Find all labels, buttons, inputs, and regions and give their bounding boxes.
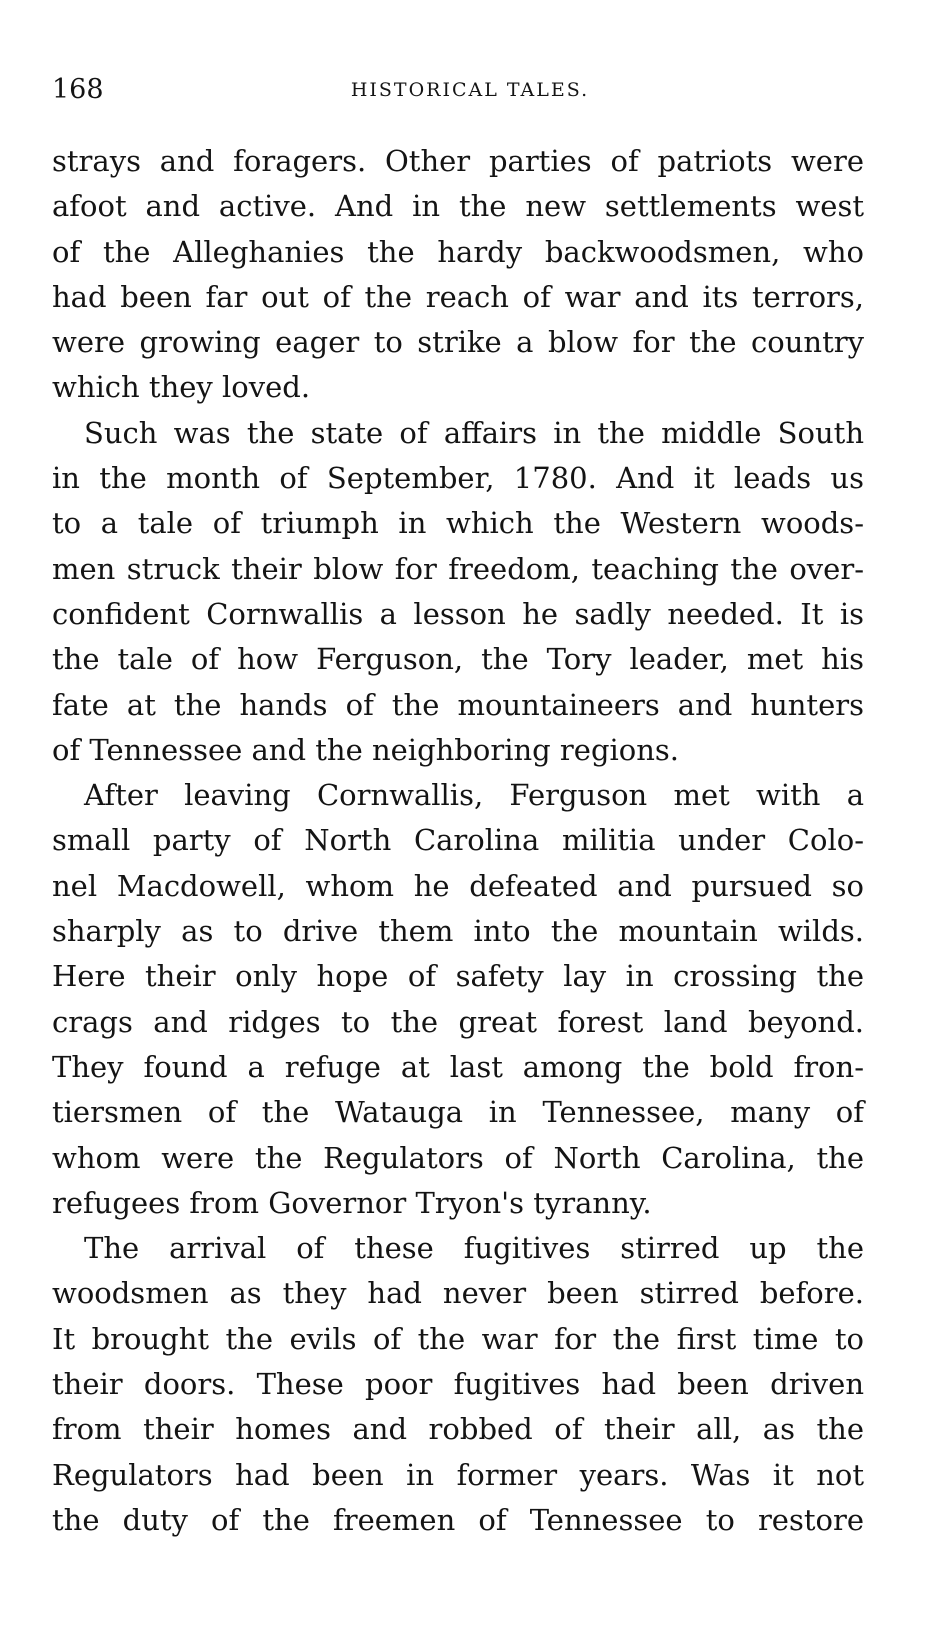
- text-line: in the month of September, 1780. And it leads us: [52, 461, 864, 496]
- text-line: small party of North Carolina militia under Colo-: [52, 823, 864, 858]
- body-text: [52, 139, 864, 1543]
- text-line: Here their only hope of safety lay in crossing the: [52, 959, 864, 994]
- text-line: to a tale of triumph in which the Western woods-: [52, 506, 864, 541]
- text-line: which they loved.: [52, 370, 311, 405]
- text-line: of Tennessee and the neighboring regions.: [52, 732, 680, 767]
- page-number: 168: [52, 74, 104, 105]
- text-line: men struck their blow for freedom, teaching the over-: [52, 551, 864, 586]
- text-line: the tale of how Ferguson, the Tory leader, met his: [52, 642, 864, 677]
- text-line: It brought the evils of the war for the first time to: [52, 1321, 864, 1356]
- text-line: from their homes and robbed of their all, as the: [52, 1412, 864, 1447]
- text-line: had been far out of the reach of war and its terrors,: [52, 279, 864, 314]
- text-line: whom were the Regulators of North Carolina, the: [52, 1140, 864, 1175]
- text-line: nel Macdowell, whom he defeated and pursued so: [52, 868, 864, 903]
- text-line: afoot and active. And in the new settlements west: [52, 189, 864, 224]
- text-line: Regulators had been in former years. Was it not: [52, 1457, 864, 1492]
- text-line: strays and foragers. Other parties of patriots were: [52, 144, 864, 178]
- text-line: of the Alleghanies the hardy backwoodsmen, who: [52, 234, 864, 269]
- text-line: The arrival of these fugitives stirred up the: [84, 1231, 864, 1266]
- text-line: sharply as to drive them into the mountain wilds.: [52, 914, 864, 949]
- text-line: their doors. These poor fugitives had been driven: [52, 1367, 864, 1402]
- text-line: confident Cornwallis a lesson he sadly needed. It is: [52, 596, 864, 631]
- page-header: [52, 70, 864, 110]
- text-line: crags and ridges to the great forest land beyond.: [52, 1004, 864, 1039]
- text-line: were growing eager to strike a blow for the country: [52, 325, 864, 360]
- running-title: HISTORICAL TALES.: [350, 79, 590, 101]
- text-line: They found a refuge at last among the bold fron-: [52, 1049, 864, 1084]
- text-line: the duty of the freemen of Tennessee to restore: [52, 1502, 864, 1537]
- text-line: woodsmen as they had never been stirred before.: [52, 1276, 864, 1311]
- text-line: After leaving Cornwallis, Ferguson met with a: [84, 778, 864, 813]
- text-line: Such was the state of affairs in the middle South: [84, 415, 864, 450]
- text-line: refugees from Governor Tryon's tyranny.: [52, 1185, 652, 1220]
- text-line: fate at the hands of the mountaineers and hunters: [52, 687, 864, 722]
- text-line: tiersmen of the Watauga in Tennessee, many of: [52, 1095, 864, 1130]
